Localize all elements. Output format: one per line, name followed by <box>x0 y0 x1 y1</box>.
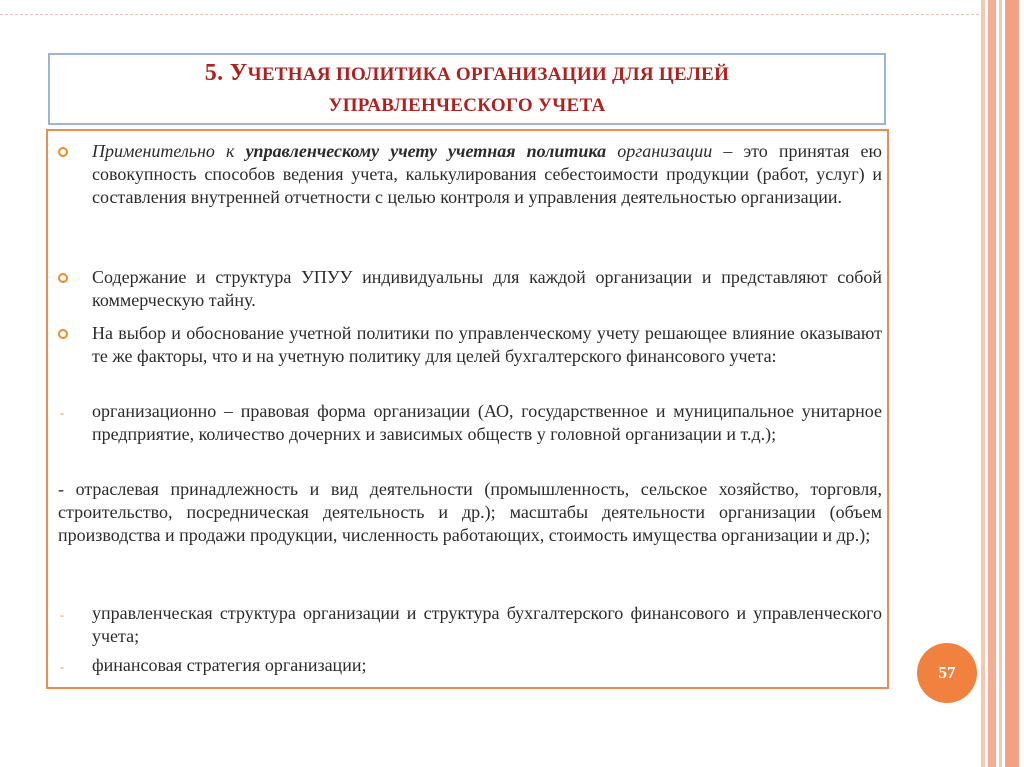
factor-financial-strategy: финансовая стратегия организации; <box>92 655 367 675</box>
decor-stripe-4 <box>1005 0 1019 767</box>
p1-lead: Применительно к <box>92 141 246 161</box>
paragraph-content-structure: Содержание и структура УПУУ индивидуальны для каждой организации и представляют собой коммерческую тайну. <box>92 267 882 310</box>
page-number: 57 <box>938 663 956 682</box>
title-prefix: 5. <box>204 59 230 86</box>
slide-title <box>205 58 729 121</box>
slide-title-box <box>48 53 886 125</box>
circle-bullet-icon <box>58 329 68 339</box>
decor-top-line <box>0 14 984 16</box>
circle-bullet-icon <box>58 273 68 283</box>
title-first-letter: У <box>229 59 248 86</box>
paragraph-factors: На выбор и обоснование учетной политики по управленческому учету решающее влияние оказывают те же факторы, что и на учетную политику для целей бухгалтерского финансового учета: <box>92 323 882 366</box>
dash-bullet-icon: - <box>60 608 64 622</box>
p1-italic: организации <box>617 141 713 161</box>
factor-industry-rest: хозяйство, торговля, строительство, посредническая деятельность и др.); масштабы деятельности организации (объем производства и продажи продукции, численность работающих, стоимость имущества организации и др.); <box>58 479 883 545</box>
title-line2: УПРАВЛЕНЧЕСКОГО УЧЕТА <box>328 94 606 116</box>
decor-stripe-1 <box>981 0 985 767</box>
factor-industry-line1: - отраслевая принадлежность и вид деятельности (промышленность, сельское <box>58 479 708 499</box>
dash-bullet-icon: - <box>60 660 64 674</box>
factor-industry <box>58 478 882 547</box>
page-number-badge <box>917 643 977 703</box>
decor-stripe-2 <box>988 0 996 767</box>
title-line1: ЧЕТНАЯ ПОЛИТИКА ОРГАНИЗАЦИИ ДЛЯ ЦЕЛЕЙ <box>247 63 730 85</box>
slide-content-box <box>46 129 889 689</box>
p1-rest: – это принятая ею совокупность способов ведения учета, калькулирования себестоимости продукции (работ, услуг) и составления внутренней отчетности с целью контроля и управления деятельностью организации. <box>92 141 882 207</box>
circle-bullet-icon <box>58 147 68 157</box>
p1-bold: управленческому учету учетная политика <box>245 141 607 161</box>
dash-bullet-icon: - <box>60 406 64 420</box>
paragraph-definition <box>92 140 882 209</box>
factor-legal-form: организационно – правовая форма организации (АО, государственное и муниципальное унитарное предприятие, количество дочерних и зависимых обществ у головной организации и т.д.); <box>92 401 882 444</box>
decor-stripe-3 <box>999 0 1002 767</box>
factor-management-structure: управленческая структура организации и структура бухгалтерского финансового и управленческого учета; <box>92 603 882 646</box>
